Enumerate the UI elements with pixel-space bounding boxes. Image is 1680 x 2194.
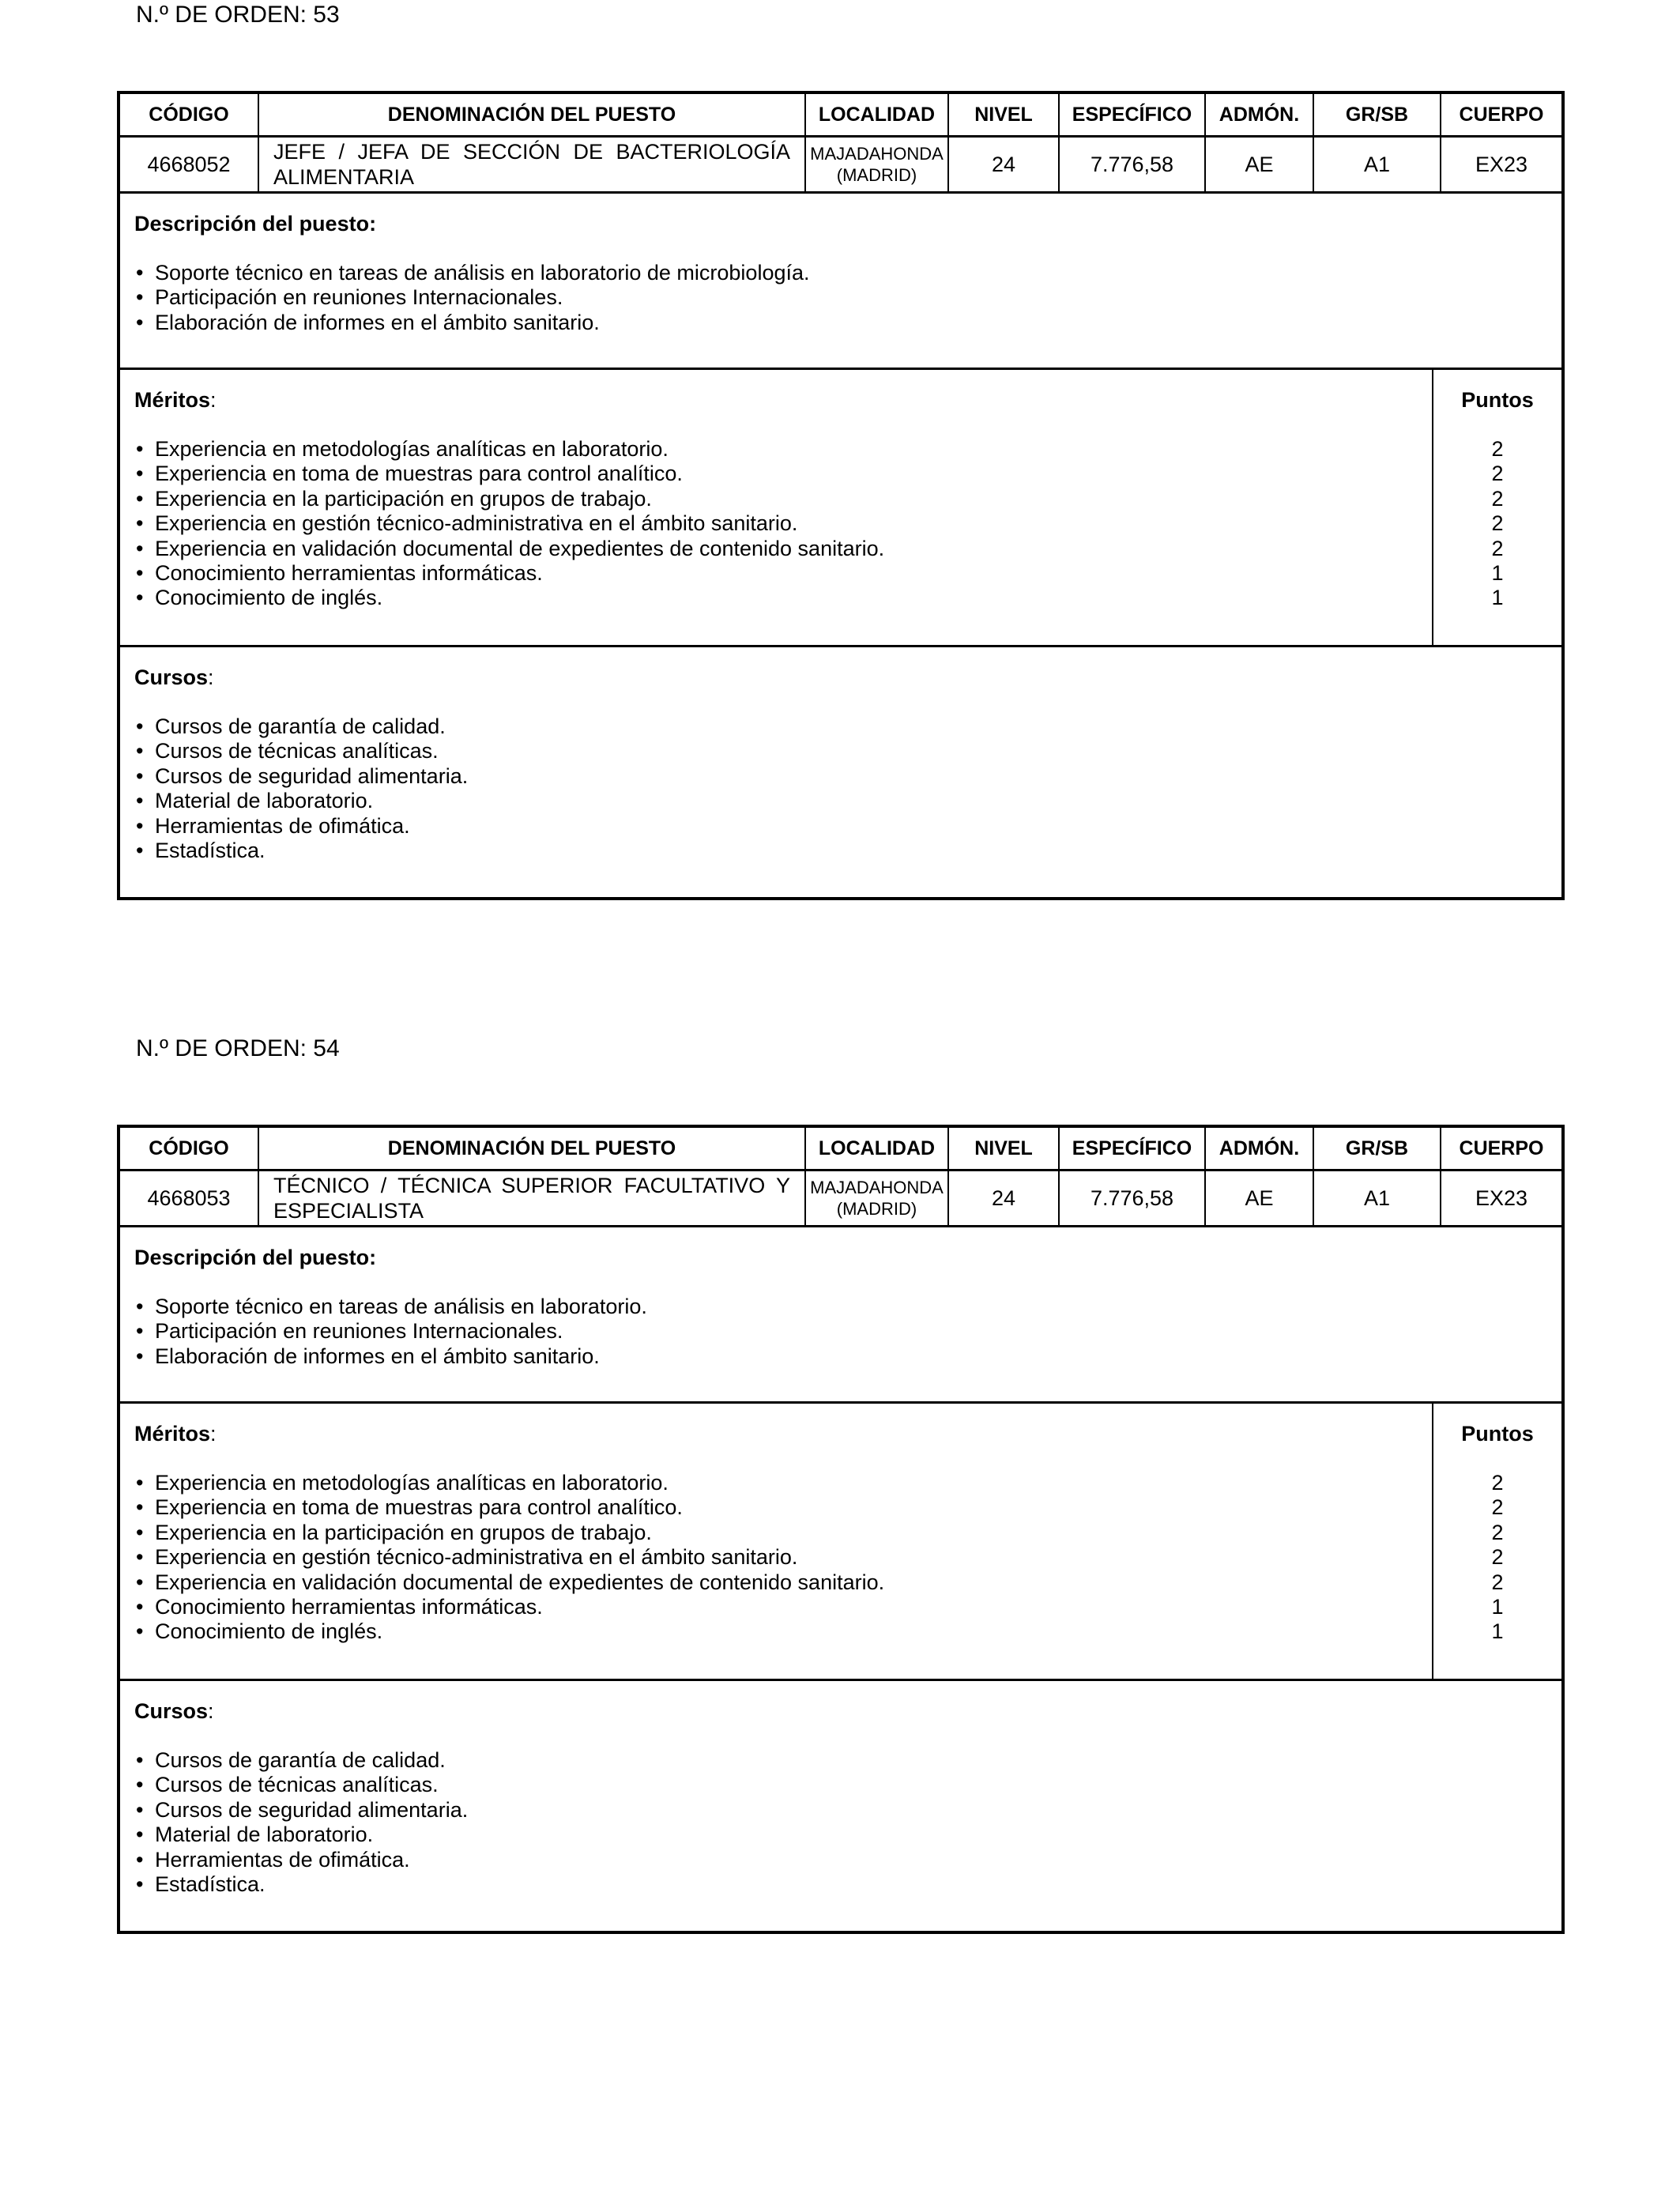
header-codigo: CÓDIGO [120,1128,259,1169]
table-values-row [120,138,1561,194]
meritos-list [134,437,1418,611]
puntos-column [1433,1404,1561,1679]
list-item: • Participación en reuniones Internacionales. [134,1319,1547,1344]
list-item: • Experiencia en metodologías analíticas en laboratorio. [134,437,1418,462]
header-localidad: LOCALIDAD [806,94,949,135]
list-item: • Cursos de seguridad alimentaria. [134,764,1547,789]
cuerpo-value: EX23 [1475,1186,1528,1210]
puesto-table [117,91,1565,900]
header-especifico: ESPECÍFICO [1060,1128,1206,1169]
puntos-value: 2 [1491,1570,1504,1594]
meritos-section [120,370,1561,647]
table-header-row [120,1128,1561,1171]
header-denominacion: DENOMINACIÓN DEL PUESTO [259,1128,806,1169]
meritos-title: Méritos: [134,388,217,412]
especifico-value: 7.776,58 [1060,138,1206,191]
list-item: • Herramientas de ofimática. [134,814,1547,839]
puntos-value: 2 [1491,1545,1504,1570]
list-item: • Estadística. [134,839,1547,863]
list-item: • Soporte técnico en tareas de análisis en laboratorio. [134,1295,1547,1319]
grsb-value: A1 [1314,138,1441,191]
meritos-left [120,1404,1433,1679]
puntos-value: 2 [1491,1471,1504,1495]
header-nivel: NIVEL [949,94,1060,135]
header-especifico: ESPECÍFICO [1060,94,1206,135]
list-item: • Experiencia en toma de muestras para control analítico. [134,462,1418,486]
descripcion-section [120,1227,1561,1404]
list-item: • Conocimiento de inglés. [134,1619,1418,1644]
puntos-value: 2 [1491,1495,1504,1520]
puntos-title: Puntos [1461,388,1534,412]
header-denominacion: DENOMINACIÓN DEL PUESTO [259,94,806,135]
header-nivel: NIVEL [949,1128,1060,1169]
cursos-list [134,1748,1547,1897]
meritos-section [120,1404,1561,1681]
puntos-value: 2 [1491,437,1504,461]
nivel-value: 24 [949,1171,1060,1225]
list-item: • Experiencia en gestión técnico-administrativa en el ámbito sanitario. [134,511,1418,536]
list-item: • Material de laboratorio. [134,1823,1547,1847]
puesto-table [117,1125,1565,1934]
localidad-line-2: (MADRID) [836,165,917,185]
list-item: • Experiencia en toma de muestras para control analítico. [134,1495,1418,1520]
cursos-title: Cursos: [134,1699,214,1723]
localidad-value [806,1171,949,1225]
puntos-title: Puntos [1461,1422,1534,1446]
especifico-value: 7.776,58 [1060,1171,1206,1225]
localidad-line-1: MAJADAHONDA [810,1178,944,1197]
list-item: • Cursos de técnicas analíticas. [134,739,1547,763]
orden-heading: N.º DE ORDEN: 54 [136,1035,340,1061]
descripcion-title: Descripción del puesto: [134,212,377,236]
puntos-value: 2 [1491,511,1504,536]
puntos-value: 1 [1491,586,1504,610]
puntos-value: 2 [1491,536,1504,560]
header-admon: ADMÓN. [1206,1128,1314,1169]
admon-value: AE [1206,1171,1314,1225]
list-item: • Estadística. [134,1872,1547,1897]
meritos-left [120,370,1433,645]
list-item: • Conocimiento de inglés. [134,586,1418,610]
list-item: • Experiencia en validación documental de expedientes de contenido sanitario. [134,537,1418,561]
denominacion-value: JEFE / JEFA DE SECCIÓN DE BACTERIOLOGÍA ALIMENTARIA [259,138,806,191]
header-admon: ADMÓN. [1206,94,1314,135]
header-cuerpo: CUERPO [1459,103,1544,126]
list-item: • Conocimiento herramientas informáticas. [134,561,1418,586]
orden-heading: N.º DE ORDEN: 53 [136,2,340,28]
header-grsb: GR/SB [1314,1128,1441,1169]
list-item: • Experiencia en gestión técnico-administrativa en el ámbito sanitario. [134,1545,1418,1570]
list-item: • Elaboración de informes en el ámbito sanitario. [134,1344,1547,1369]
table-values-row [120,1171,1561,1227]
grsb-value: A1 [1314,1171,1441,1225]
cursos-title: Cursos: [134,665,214,689]
list-item: • Material de laboratorio. [134,789,1547,813]
descripcion-title: Descripción del puesto: [134,1246,377,1269]
puntos-value: 1 [1491,1595,1504,1619]
puntos-value: 1 [1491,561,1504,586]
localidad-line-2: (MADRID) [836,1199,917,1219]
descripcion-list [134,261,1547,335]
cursos-section [120,1681,1561,1931]
codigo-value: 4668053 [120,1171,259,1225]
puntos-value: 2 [1491,1520,1504,1544]
list-item: • Experiencia en metodologías analíticas en laboratorio. [134,1471,1418,1495]
cursos-section [120,647,1561,897]
list-item: • Experiencia en validación documental de expedientes de contenido sanitario. [134,1570,1418,1595]
cuerpo-value: EX23 [1475,152,1528,176]
header-localidad: LOCALIDAD [806,1128,949,1169]
list-item: • Cursos de técnicas analíticas. [134,1773,1547,1797]
header-cuerpo: CUERPO [1459,1137,1544,1159]
list-item: • Cursos de garantía de calidad. [134,714,1547,739]
list-item: • Conocimiento herramientas informáticas. [134,1595,1418,1619]
puntos-value: 2 [1491,486,1504,511]
meritos-title: Méritos: [134,1422,217,1446]
list-item: • Participación en reuniones Internacionales. [134,285,1547,310]
list-item: • Soporte técnico en tareas de análisis en laboratorio de microbiología. [134,261,1547,285]
table-header-row [120,94,1561,138]
descripcion-list [134,1295,1547,1369]
list-item: • Cursos de seguridad alimentaria. [134,1798,1547,1823]
list-item: • Experiencia en la participación en grupos de trabajo. [134,1521,1418,1545]
admon-value: AE [1206,138,1314,191]
list-item: • Cursos de garantía de calidad. [134,1748,1547,1773]
localidad-line-1: MAJADAHONDA [810,144,944,164]
header-grsb: GR/SB [1314,94,1441,135]
list-item: • Herramientas de ofimática. [134,1848,1547,1872]
list-item: • Elaboración de informes en el ámbito sanitario. [134,311,1547,335]
cursos-list [134,714,1547,863]
meritos-list [134,1471,1418,1645]
list-item: • Experiencia en la participación en grupos de trabajo. [134,487,1418,511]
denominacion-value: TÉCNICO / TÉCNICA SUPERIOR FACULTATIVO Y ESPECIALISTA [259,1171,806,1225]
localidad-value [806,138,949,191]
puntos-value: 2 [1491,462,1504,486]
header-codigo: CÓDIGO [120,94,259,135]
puntos-column [1433,370,1561,645]
puntos-value: 1 [1491,1619,1504,1644]
descripcion-section [120,194,1561,370]
codigo-value: 4668052 [120,138,259,191]
nivel-value: 24 [949,138,1060,191]
